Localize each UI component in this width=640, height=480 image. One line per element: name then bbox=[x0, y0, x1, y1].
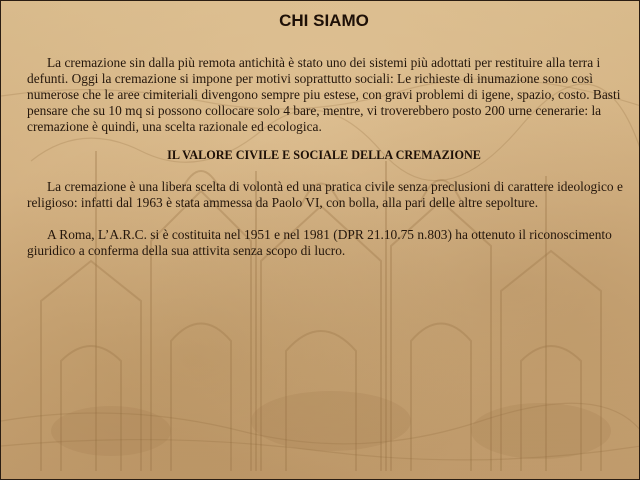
section-heading: IL VALORE CIVILE E SOCIALE DELLA CREMAZIONE bbox=[167, 148, 481, 162]
intro-paragraph: La cremazione sin dalla più remota antichità è stato uno dei sistemi più adottati per restituire alla terra i defunti. Oggi la cremazione si impone per motivi soprattutto sociali: Le richieste di inumazione sono così numerose che le aree cimiteriali divengono sempre piu estese, con gravi problemi di igene, spazio, costo. Basti pensare che su 10 mq si possono collocare solo 4 bare, mentre, vi troverebbero posto 200 urne cenerarie: la cremazione è quindi, una scelta razionale ed ecologica. bbox=[27, 55, 621, 134]
page-title: CHI SIAMO bbox=[279, 11, 369, 30]
main-content bbox=[27, 9, 639, 259]
rome-association-paragraph: A Roma, L’A.R.C. si è costituita nel 1951 e nel 1981 (DPR 21.10.75 n.803) ha ottenuto il riconoscimento giuridico a conferma della sua attivita senza scopo di lucro. bbox=[27, 227, 612, 258]
civil-value-paragraph: La cremazione è una libera scelta di volontà ed una pratica civile senza preclusioni di carattere ideologico e religioso: infatti dal 1963 è stata ammessa da Paolo VI, con bolla, alla pari delle altre sepolture. bbox=[27, 179, 623, 210]
